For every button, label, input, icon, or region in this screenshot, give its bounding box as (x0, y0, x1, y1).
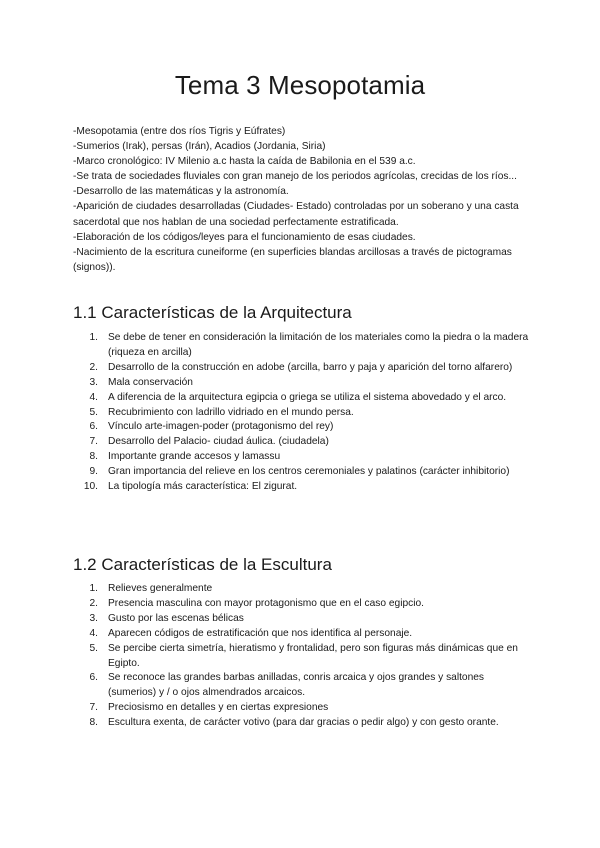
list-number: 8. (89, 451, 98, 463)
section-heading-escultura: 1.2 Características de la Escultura (73, 555, 332, 574)
escultura-list (73, 582, 533, 731)
list-number: 3. (89, 612, 98, 624)
list-item (73, 435, 533, 450)
list-text: Escultura exenta, de carácter votivo (para dar gracias o pedir algo) y con gesto orante. (108, 717, 499, 729)
intro-line: -Mesopotamia (entre dos ríos Tigris y Eúfrates) (73, 126, 286, 137)
list-number: 4. (89, 391, 98, 403)
intro-line: -Nacimiento de la escritura cuneiforme (en superficies blandas arcillosas a través de pictogramas (signos)). (73, 246, 512, 273)
list-number: 1. (89, 332, 98, 343)
intro-line: -Se trata de sociedades fluviales con gran manejo de los periodos agrícolas, crecidas de los ríos... (73, 171, 517, 183)
list-text: Mala conservación (108, 376, 193, 388)
list-text: Desarrollo del Palacio- ciudad áulica. (ciudadela) (108, 436, 329, 448)
intro-block (73, 124, 533, 275)
list-text: Recubrimiento con ladrillo vidriado en el mundo persa. (108, 406, 354, 418)
list-text: Aparecen códigos de estratificación que nos identifica al personaje. (108, 627, 413, 639)
intro-line: -Desarrollo de las matemáticas y la astronomía. (73, 186, 289, 198)
list-number: 3. (89, 376, 98, 388)
list-item (73, 331, 533, 361)
list-number: 8. (89, 717, 98, 729)
list-item (73, 465, 533, 480)
list-text: La tipología más característica: El zigurat. (108, 481, 298, 493)
list-number: 7. (89, 436, 98, 448)
intro-line: -Marco cronológico: IV Milenio a.c hasta la caída de Babilonia en el 539 a.c. (73, 156, 416, 168)
list-item (73, 597, 533, 612)
list-item (73, 391, 533, 406)
list-item (73, 361, 533, 376)
list-number: 4. (89, 627, 98, 639)
list-number: 6. (89, 672, 98, 684)
arquitectura-list (73, 331, 533, 495)
list-item (73, 376, 533, 391)
list-text: A diferencia de la arquitectura egipcia o griega se utiliza el sistema abovedado y el arco. (108, 391, 507, 403)
intro-line: -Sumerios (Irak), persas (Irán), Acadios (Jordania, Siria) (73, 141, 326, 153)
list-item (73, 701, 533, 716)
list-item (73, 420, 533, 435)
list-item (73, 612, 533, 627)
list-item (73, 582, 533, 597)
list-item (73, 642, 533, 672)
list-item (73, 406, 533, 421)
list-item (73, 480, 533, 495)
list-text: Desarrollo de la construcción en adobe (arcilla, barro y paja y aparición del torno alfarero) (108, 361, 513, 373)
list-text: Se debe de tener en consideración la limitación de los materiales como la piedra o la madera (riqueza en arcilla) (108, 332, 529, 358)
list-text: Vínculo arte-imagen-poder (protagonismo del rey) (108, 421, 334, 433)
list-item (73, 716, 533, 731)
list-number: 9. (89, 466, 98, 478)
list-text: Se percibe cierta simetría, hieratismo y frontalidad, pero son figuras más dinámicas que en Egipto. (108, 642, 518, 669)
list-number: 5. (89, 406, 98, 418)
section-heading-arquitectura: 1.1 Características de la Arquitectura (73, 303, 352, 322)
page-title: Tema 3 Mesopotamia (174, 70, 426, 100)
list-item (73, 450, 533, 465)
list-text: Relieves generalmente (108, 583, 213, 594)
list-text: Importante grande accesos y lamassu (108, 451, 281, 463)
list-item (73, 671, 533, 701)
list-text: Presencia masculina con mayor protagonismo que en el caso egipcio. (108, 597, 424, 609)
list-number: 1. (89, 583, 98, 594)
list-item (73, 627, 533, 642)
intro-line: -Aparición de ciudades desarrolladas (Ciudades- Estado) controladas por un soberano y una casta sacerdotal que nos hablan de una sociedad perfectamente estratificada. (73, 201, 519, 228)
list-number: 10. (83, 481, 98, 493)
list-number: 2. (89, 361, 98, 373)
list-number: 7. (89, 702, 98, 714)
list-text: Gran importancia del relieve en los centros ceremoniales y palatinos (carácter inhibitorio) (108, 466, 510, 478)
list-text: Se reconoce las grandes barbas anilladas, conris arcaica y ojos grandes y saltones (sumerios) y / o ojos almendrados arcaicos. (108, 672, 485, 699)
list-text: Gusto por las escenas bélicas (108, 612, 244, 624)
list-number: 6. (89, 421, 98, 433)
list-number: 5. (89, 642, 98, 654)
list-text: Preciosismo en detalles y en ciertas expresiones (108, 702, 329, 714)
intro-line: -Elaboración de los códigos/leyes para el funcionamiento de esas ciudades. (73, 231, 416, 243)
list-number: 2. (89, 597, 98, 609)
